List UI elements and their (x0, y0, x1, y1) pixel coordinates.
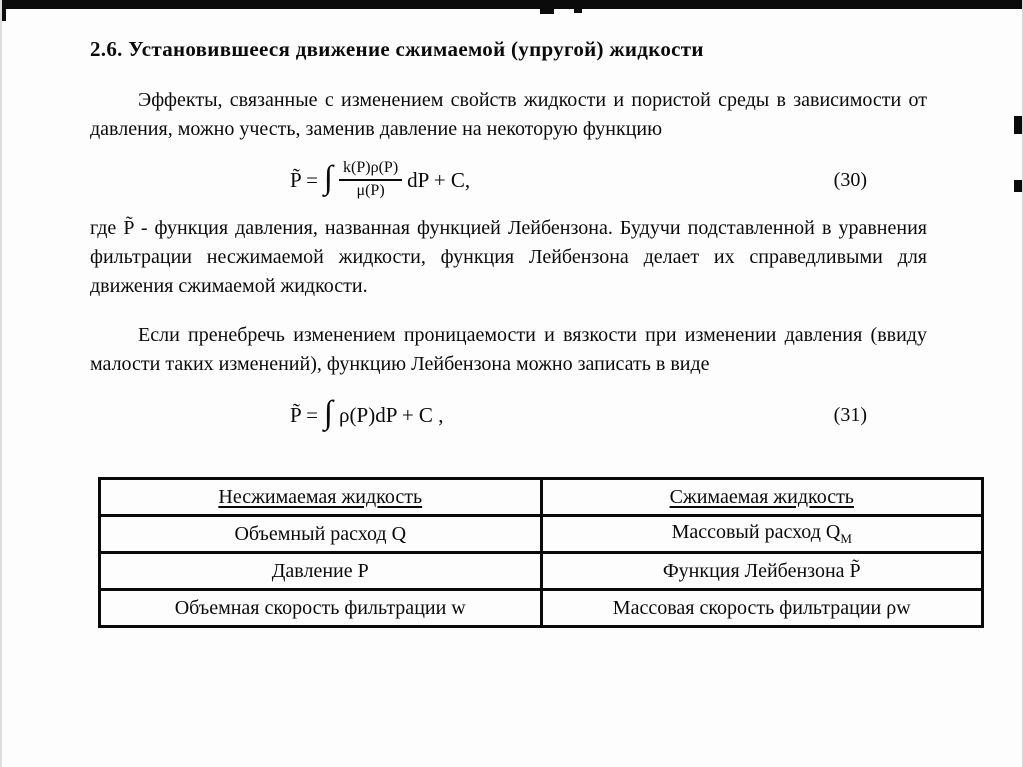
cell-text: Массовый расход Q (671, 521, 841, 543)
equation-number-30: (30) (833, 168, 867, 191)
scan-artifact-top-bar (2, 0, 1022, 9)
integral-sign: ∫ (324, 159, 334, 196)
table-row (100, 553, 983, 590)
cell-subscript: М (840, 531, 852, 546)
equation-31 (90, 393, 927, 437)
table-header-cell (100, 479, 542, 516)
table-cell: Давление P (100, 553, 542, 590)
paragraph-leibenzon: где P̃ - функция давления, названная функцией Лейбензона. Будучи подставленной в уравнения фильтрации несжимаемой жидкости, функция Лейбензона делает их справедливыми для движения сжимаемой жидкости. (90, 217, 927, 297)
table-cell (541, 516, 983, 553)
document-content (2, 9, 1022, 628)
fraction-numerator: k(P)ρ(P) (339, 159, 402, 181)
equation-tail: dP + C, (407, 167, 471, 192)
table-header-cell (541, 479, 983, 516)
table-row (100, 516, 983, 553)
paragraph-intro: Эффекты, связанные с изменением свойств жидкости и пористой среды в зависимости от давления, можно учесть, заменив давление на некоторую функцию (90, 89, 927, 140)
header-label: Несжимаемая жидкость (218, 485, 423, 508)
equation-30-body (290, 159, 470, 201)
table-header-row (100, 479, 983, 516)
table-cell: Функция Лейбензона P̃ (541, 553, 983, 590)
fraction (339, 159, 402, 201)
equation-tail: ρ(P)dP + C , (339, 402, 444, 427)
table-row (100, 590, 983, 627)
comparison-table (98, 477, 984, 628)
pressure-function-symbol: P̃ = (290, 402, 318, 427)
table-cell: Массовая скорость фильтрации ρw (541, 590, 983, 627)
equation-30 (90, 158, 927, 202)
table-cell: Объемная скорость фильтрации w (100, 590, 542, 627)
header-label: Сжимаемая жидкость (669, 485, 854, 508)
integral-sign: ∫ (324, 394, 334, 431)
paragraph-simplification: Если пренебречь изменением проницаемости и вязкости при изменении давления (ввиду малости таких изменений), функцию Лейбензона можно записать в виде (90, 324, 927, 375)
table-cell: Объемный расход Q (100, 516, 542, 553)
pressure-function-symbol: P̃ = (290, 167, 318, 192)
section-title: 2.6. Установившееся движение сжимаемой (упругой) жидкости (90, 37, 704, 61)
equation-31-body (290, 394, 444, 432)
equation-number-31: (31) (833, 403, 867, 426)
fraction-denominator: μ(P) (356, 182, 385, 199)
